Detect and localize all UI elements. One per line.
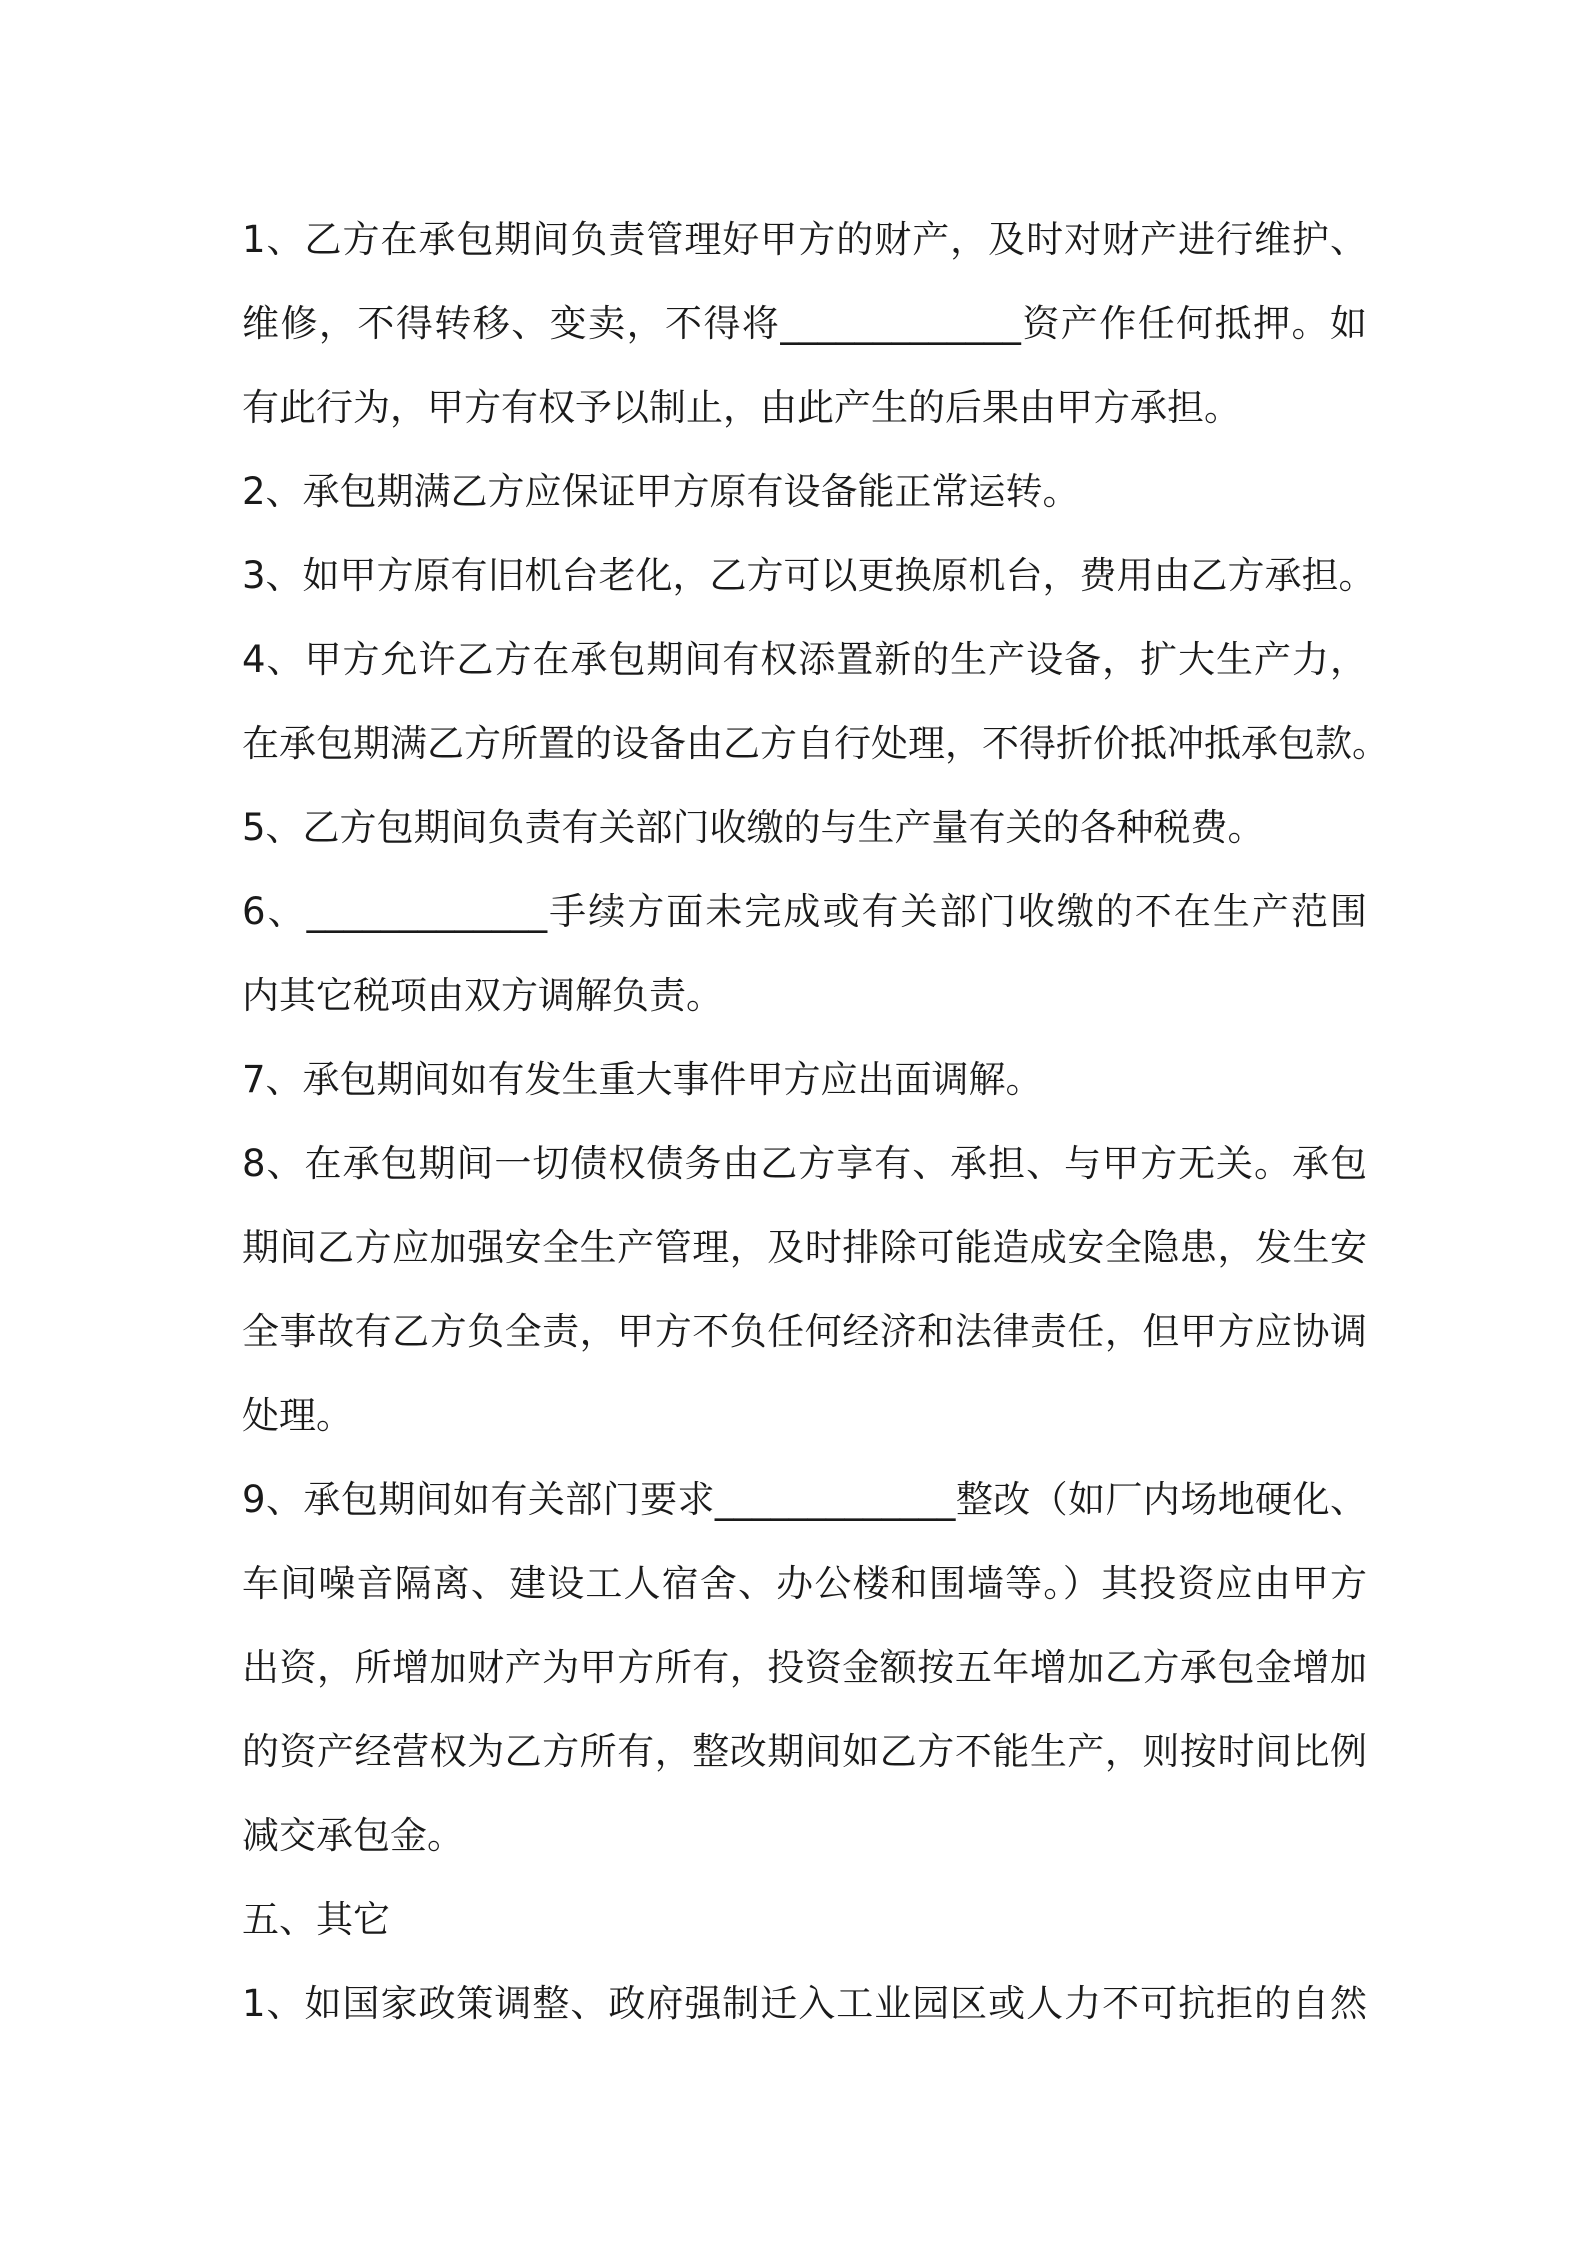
text-line: 9、承包期间如有关部门要求_____________整改（如厂内场地硬化、 bbox=[242, 1478, 1367, 1521]
text-line: 4、甲方允许乙方在承包期间有权添置新的生产设备，扩大生产力， bbox=[242, 638, 1367, 681]
text-line: 3、如甲方原有旧机台老化，乙方可以更换原机台，费用由乙方承担。 bbox=[242, 554, 1376, 597]
text-line: 处理。 bbox=[242, 1394, 353, 1437]
text-line: 2、承包期满乙方应保证甲方原有设备能正常运转。 bbox=[242, 470, 1080, 513]
text-line: 8、在承包期间一切债权债务由乙方享有、承担、与甲方无关。承包 bbox=[242, 1142, 1367, 1185]
text-line: 7、承包期间如有发生重大事件甲方应出面调解。 bbox=[242, 1058, 1043, 1101]
text-line: 全事故有乙方负全责，甲方不负任何经济和法律责任，但甲方应协调 bbox=[242, 1310, 1367, 1353]
text-line: 在承包期满乙方所置的设备由乙方自行处理，不得折价抵冲抵承包款。 bbox=[242, 722, 1389, 765]
contract-body-text bbox=[242, 198, 1389, 2046]
text-line: 1、如国家政策调整、政府强制迁入工业园区或人力不可抗拒的自然 bbox=[242, 1982, 1367, 2025]
text-line: 期间乙方应加强安全生产管理，及时排除可能造成安全隐患，发生安 bbox=[242, 1226, 1367, 1269]
text-line: 6、_____________手续方面未完成或有关部门收缴的不在生产范围 bbox=[242, 890, 1367, 933]
text-line: 维修，不得转移、变卖，不得将_____________资产作任何抵押。如 bbox=[242, 302, 1367, 345]
text-line: 出资，所增加财产为甲方所有，投资金额按五年增加乙方承包金增加 bbox=[242, 1646, 1367, 1689]
text-line: 1、乙方在承包期间负责管理好甲方的财产，及时对财产进行维护、 bbox=[242, 218, 1367, 261]
text-line: 5、乙方包期间负责有关部门收缴的与生产量有关的各种税费。 bbox=[242, 806, 1265, 849]
text-line: 五、其它 bbox=[242, 1898, 390, 1941]
text-line: 车间噪音隔离、建设工人宿舍、办公楼和围墙等。）其投资应由甲方 bbox=[242, 1562, 1367, 1605]
text-line: 内其它税项由双方调解负责。 bbox=[242, 974, 723, 1017]
text-line: 减交承包金。 bbox=[242, 1814, 464, 1857]
text-line: 的资产经营权为乙方所有，整改期间如乙方不能生产，则按时间比例 bbox=[242, 1730, 1367, 1773]
text-line: 有此行为，甲方有权予以制止，由此产生的后果由甲方承担。 bbox=[242, 386, 1241, 429]
